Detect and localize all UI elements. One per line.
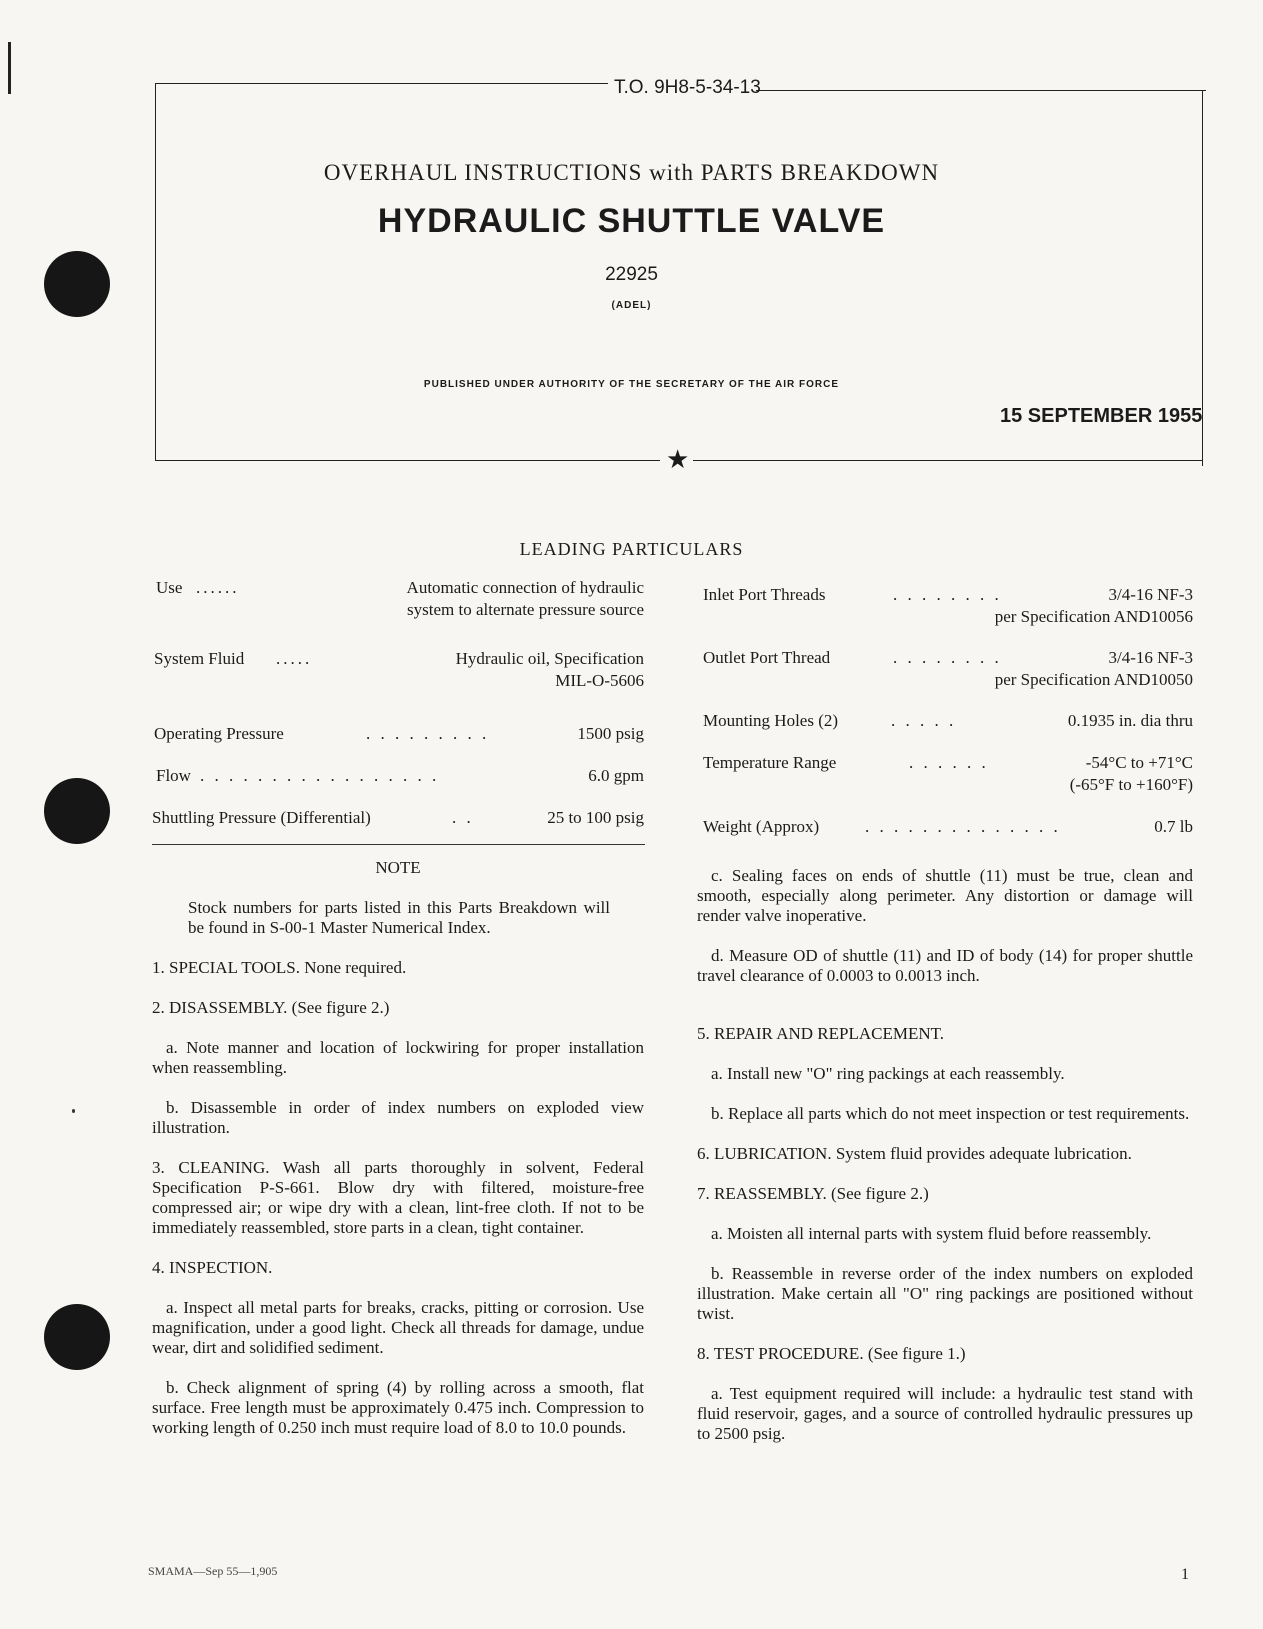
- star-icon: ★: [666, 445, 690, 475]
- particular-use: [156, 577, 644, 623]
- inspection-step-b: b. Check alignment of spring (4) by rolling across a smooth, flat surface. Free length must be approximately 0.475 inch. Compression to working length of 0.250 inch must require load of 8.0 to 10.0 pounds.: [152, 1378, 644, 1437]
- manufacturer: (ADEL): [611, 300, 652, 311]
- left-text-column: [152, 858, 644, 1438]
- leader-dots: ......: [196, 578, 240, 597]
- leader-dots: . . . . . . . .: [893, 648, 1002, 667]
- printing-imprint: SMAMA—Sep 55—1,905: [148, 1564, 278, 1578]
- particular-value: per Specification AND10050: [994, 670, 1193, 689]
- section-disassembly: 2. DISASSEMBLY. (See figure 2.): [152, 998, 390, 1017]
- disassembly-step-a: a. Note manner and location of lockwiring for proper installation when reassembling.: [152, 1038, 644, 1077]
- leader-dots: . . . . .: [891, 711, 957, 730]
- publication-authority: PUBLISHED UNDER AUTHORITY OF THE SECRETARY OF THE AIR FORCE: [423, 379, 840, 390]
- particular-value: 6.0 gpm: [588, 766, 644, 785]
- particular-value: 3/4-16 NF-3: [1108, 585, 1193, 604]
- note-text: Stock numbers for parts listed in this Parts Breakdown will be found in S-00-1 Master Numerical Index.: [188, 898, 610, 937]
- particular-label: Flow: [156, 766, 191, 785]
- particular-value: 25 to 100 psig: [547, 808, 644, 827]
- inspection-step-d: d. Measure OD of shuttle (11) and ID of body (14) for proper shuttle travel clearance of 0.0003 to 0.0013 inch.: [697, 946, 1193, 985]
- particular-value: 1500 psig: [577, 724, 644, 743]
- technical-order-number: T.O. 9H8-5-34-13: [614, 77, 761, 98]
- inspection-step-a: a. Inspect all metal parts for breaks, cracks, pitting or corrosion. Use magnification, under a good light. Check all threads for damage, undue wear, dirt and solidified sediment.: [152, 1298, 644, 1357]
- particular-system-fluid: [154, 648, 644, 694]
- section-divider: [152, 844, 645, 845]
- particular-outlet-port-thread: [703, 647, 1193, 693]
- particular-label: Shuttling Pressure (Differential): [152, 808, 371, 827]
- particular-value: per Specification AND10056: [994, 607, 1193, 626]
- leader-dots: .....: [276, 649, 313, 668]
- reassembly-step-a: a. Moisten all internal parts with system fluid before reassembly.: [711, 1224, 1152, 1243]
- particular-value: Automatic connection of hydraulic: [406, 578, 644, 597]
- part-number: 22925: [605, 264, 658, 285]
- section-inspection: 4. INSPECTION.: [152, 1258, 273, 1277]
- leader-dots: . . . . . . . . .: [366, 724, 490, 743]
- title-box-bottom-rule: [155, 460, 660, 461]
- particular-label: Outlet Port Thread: [703, 648, 831, 667]
- particular-label: Weight (Approx): [703, 817, 820, 836]
- publication-date: 15 SEPTEMBER 1955: [1000, 405, 1203, 427]
- page-number: 1: [1181, 1566, 1189, 1583]
- particular-shuttling-pressure: [152, 807, 644, 831]
- particular-mounting-holes: [703, 710, 1193, 734]
- repair-step-a: a. Install new "O" ring packings at each reassembly.: [711, 1064, 1065, 1083]
- section-repair-replacement: 5. REPAIR AND REPLACEMENT.: [697, 1024, 944, 1043]
- particular-label: Mounting Holes (2): [703, 711, 839, 730]
- inspection-step-c: c. Sealing faces on ends of shuttle (11) must be true, clean and smooth, especially along perimeter. Any distortion or damage will render valve inoperative.: [697, 866, 1193, 925]
- right-text-column: [697, 866, 1193, 1444]
- title-box-top-rule: [756, 90, 1206, 91]
- page-speck: [72, 1109, 75, 1113]
- leader-dots: . . . . . . . .: [893, 585, 1002, 604]
- particular-value: -54°C to +71°C: [1085, 753, 1193, 772]
- particular-flow: [156, 765, 644, 789]
- leader-dots: . . . . . .: [909, 753, 989, 772]
- document-title: OVERHAUL INSTRUCTIONS with PARTS BREAKDOWN: [323, 160, 940, 185]
- note-title: NOTE: [375, 858, 421, 877]
- punch-hole: [44, 778, 110, 844]
- section-reassembly: 7. REASSEMBLY. (See figure 2.): [697, 1184, 929, 1203]
- particular-value: MIL-O-5606: [555, 671, 644, 690]
- particular-value: (-65°F to +160°F): [1069, 775, 1193, 794]
- leader-dots: . . . . . . . . . . . . . .: [865, 817, 1061, 836]
- section-cleaning: 3. CLEANING. Wash all parts thoroughly in solvent, Federal Specification P-S-661. Blow dry with filtered, moisture-free compressed air; or wipe dry with a clean, lint-free cloth. If not to be immediately reassembled, store parts in a clean, tight container.: [152, 1158, 644, 1237]
- particular-value: 3/4-16 NF-3: [1108, 648, 1193, 667]
- particular-label: System Fluid: [154, 649, 245, 668]
- title-box-bottom-rule: [693, 460, 1203, 461]
- reassembly-step-b: b. Reassemble in reverse order of the index numbers on exploded illustration. Make certain all "O" ring packings are positioned without twist.: [697, 1264, 1193, 1323]
- page-edge-mark: [8, 42, 11, 94]
- particular-label: Operating Pressure: [154, 724, 284, 743]
- particular-weight: [703, 816, 1193, 840]
- particular-value: 0.7 lb: [1154, 817, 1193, 836]
- section-test-procedure: 8. TEST PROCEDURE. (See figure 1.): [697, 1344, 966, 1363]
- punch-hole: [44, 1304, 110, 1370]
- leader-dots: . .: [452, 808, 474, 827]
- particular-value: 0.1935 in. dia thru: [1067, 711, 1193, 730]
- particular-label: Temperature Range: [703, 753, 837, 772]
- particular-label: Inlet Port Threads: [703, 585, 826, 604]
- section-special-tools: 1. SPECIAL TOOLS. None required.: [152, 958, 407, 977]
- title-box-top-rule: [156, 83, 608, 84]
- particular-inlet-port-threads: [703, 584, 1193, 630]
- particular-operating-pressure: [154, 723, 644, 747]
- repair-step-b: b. Replace all parts which do not meet inspection or test requirements.: [711, 1104, 1190, 1123]
- particular-label: Use: [156, 578, 183, 597]
- particular-value: system to alternate pressure source: [407, 600, 644, 619]
- leading-particulars-title: LEADING PARTICULARS: [519, 539, 744, 559]
- section-lubrication: 6. LUBRICATION. System fluid provides adequate lubrication.: [697, 1144, 1132, 1163]
- particular-temperature-range: [703, 752, 1193, 798]
- test-step-a: a. Test equipment required will include: a hydraulic test stand with fluid reservoir, gages, and a source of controlled hydraulic pressures up to 2500 psig.: [697, 1384, 1193, 1443]
- disassembly-step-b: b. Disassemble in order of index numbers on exploded view illustration.: [152, 1098, 644, 1137]
- particular-value: Hydraulic oil, Specification: [455, 649, 644, 668]
- leader-dots: . . . . . . . . . . . . . . . . .: [200, 766, 440, 785]
- document-subject: HYDRAULIC SHUTTLE VALVE: [377, 202, 886, 240]
